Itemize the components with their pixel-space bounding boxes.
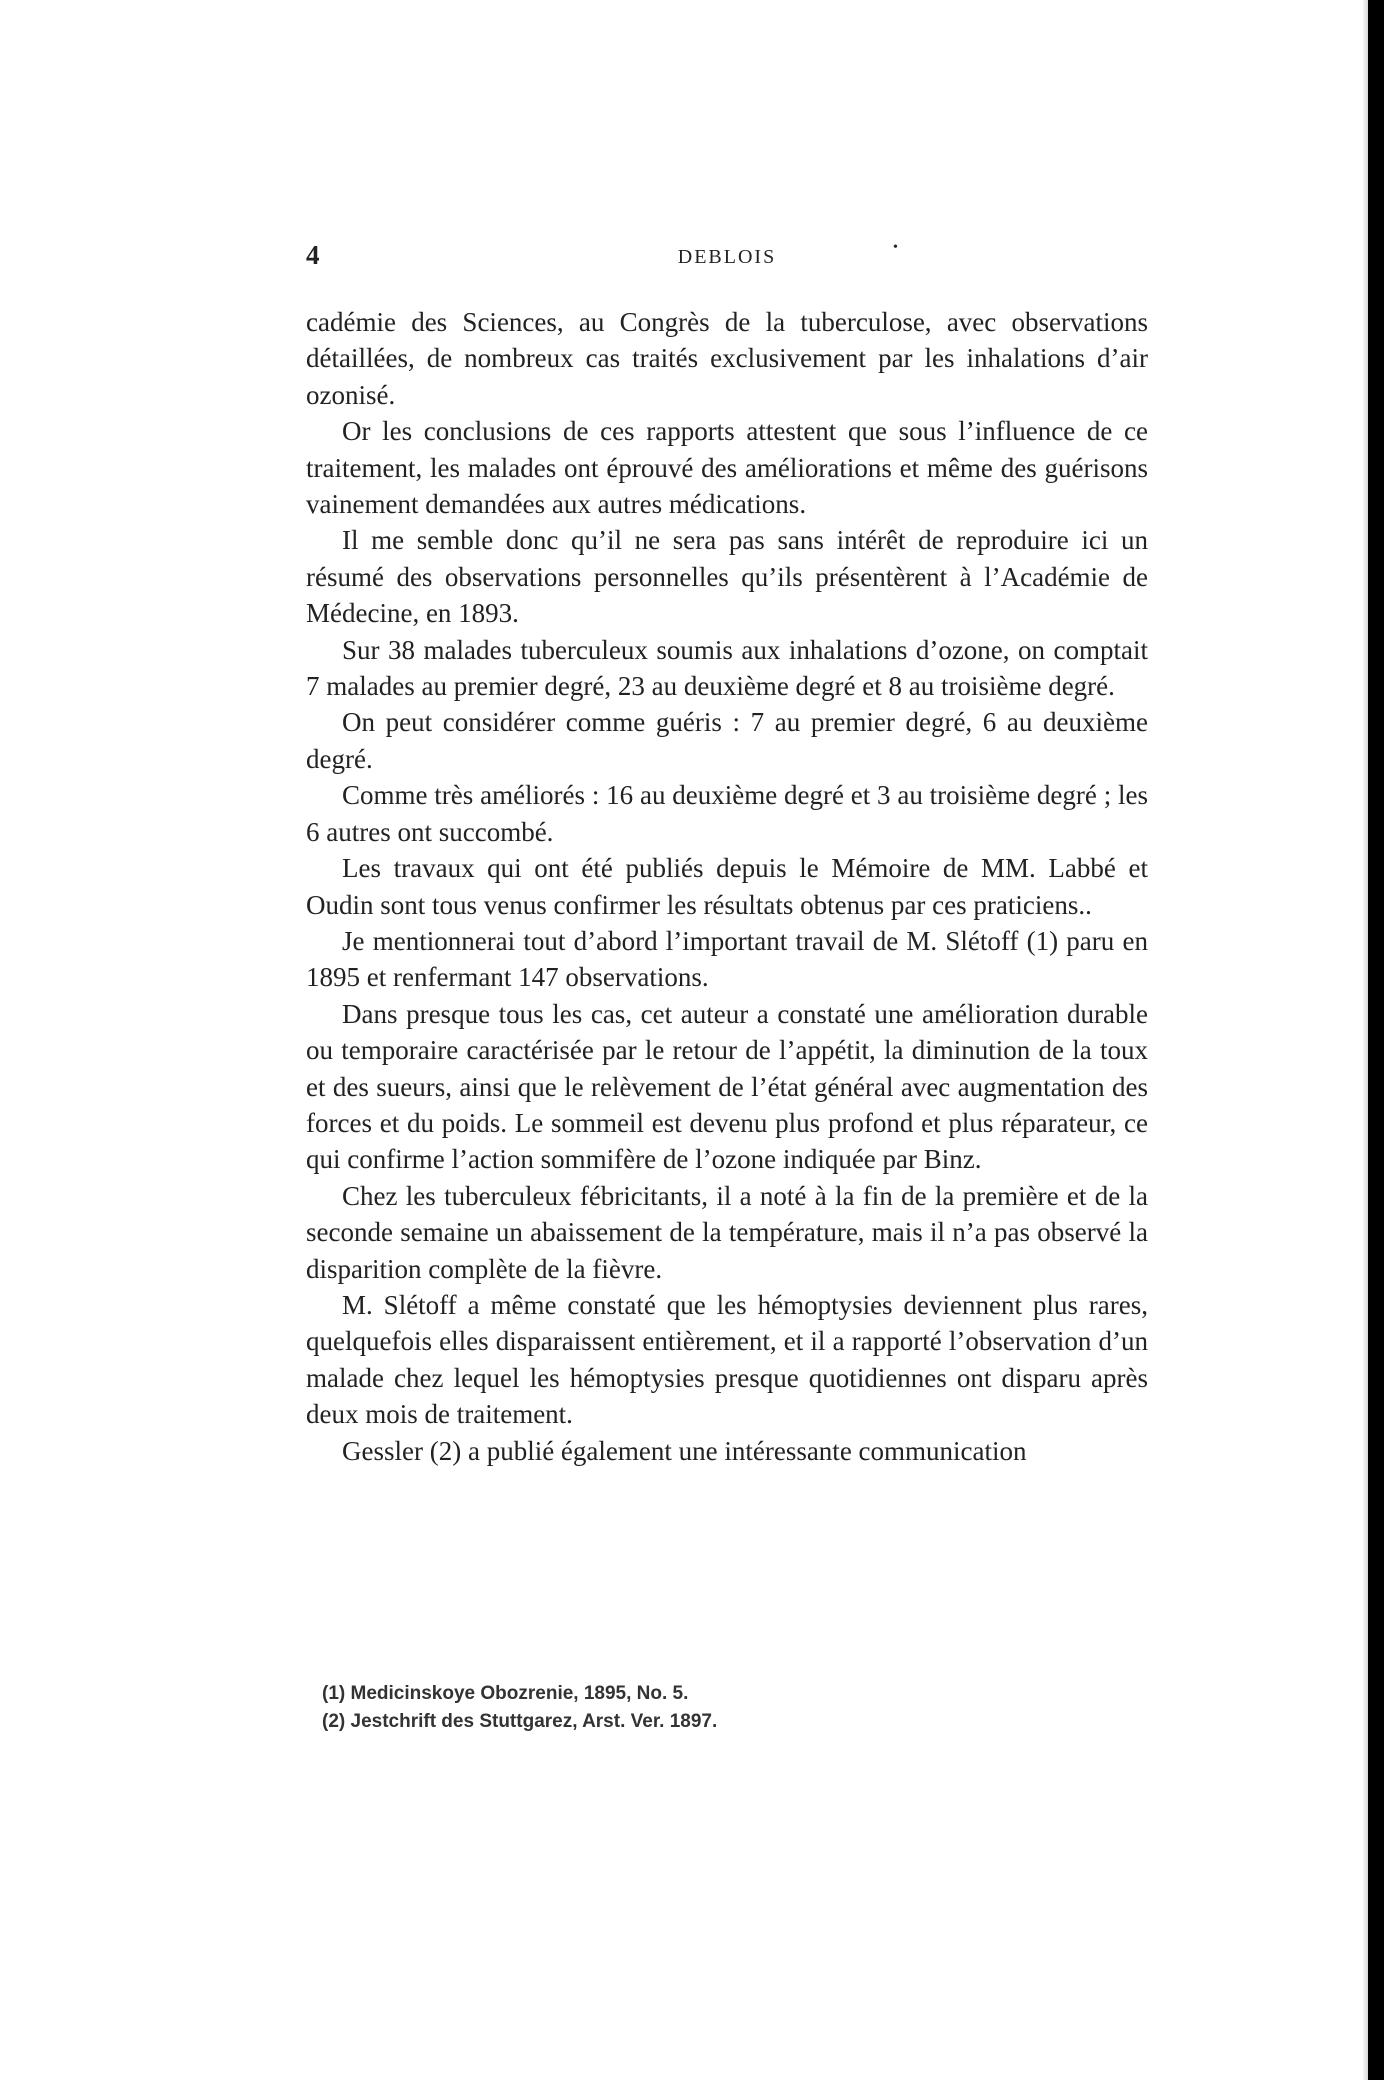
paragraph: Comme très améliorés : 16 au deuxième degré et 3 au troisième degré ; les 6 autres ont succombé.: [306, 780, 1148, 847]
paragraph: cadémie des Sciences, au Congrès de la tuberculose, avec observations détaillées, de nombreux cas traités exclusivement par les inhalations d’air ozonisé.: [306, 307, 1148, 410]
body-text: [306, 304, 1148, 1469]
paragraph: Dans presque tous les cas, cet auteur a constaté une amélioration durable ou temporaire caractérisée par le retour de l’appétit, la diminution de la toux et des sueurs, ainsi que le relèvement de l’état général avec augmentation des forces et du poids. Le sommeil est devenu plus profond et plus réparateur, ce qui confirme l’action sommifère de l’ozone indiquée par Binz.: [306, 998, 1148, 1175]
paragraph: Les travaux qui ont été publiés depuis le Mémoire de MM. Labbé et Oudin sont tous venus confirmer les résultats obtenus par ces praticiens..: [306, 853, 1148, 920]
scan-border: [1368, 0, 1384, 2080]
paragraph: Sur 38 malades tuberculeux soumis aux inhalations d’ozone, on comptait 7 malades au premier degré, 23 au deuxième degré et 8 au troisième degré.: [306, 634, 1148, 702]
header-mark: •: [893, 240, 898, 255]
footnote: (2) Jestchrift des Stuttgarez, Arst. Ver. 1897.: [322, 1711, 718, 1732]
footnote: (1) Medicinskoye Obozrenie, 1895, No. 5.: [322, 1683, 689, 1704]
paragraph: On peut considérer comme guéris : 7 au premier degré, 6 au deuxième degré.: [306, 707, 1148, 774]
paragraph: M. Slétoff a même constaté que les hémoptysies deviennent plus rares, quelquefois elles disparaissent entièrement, et il a rapporté l’observation d’un malade chez lequel les hémoptysies presque quotidiennes ont disparu après deux mois de traitement.: [306, 1289, 1148, 1430]
footnotes: [322, 1680, 1142, 1736]
paragraph: Gessler (2) a publié également une intéressante communication: [342, 1435, 1027, 1466]
paragraph: Or les conclusions de ces rapports attestent que sous l’influence de ce traitement, les malades ont éprouvé des améliorations et même des guérisons vainement demandées aux autres médications.: [306, 416, 1148, 520]
running-head: DEBLOIS: [677, 246, 777, 268]
page-header: [306, 240, 1148, 280]
paragraph: Il me semble donc qu’il ne sera pas sans intérêt de reproduire ici un résumé des observations personnelles qu’ils présentèrent à l’Académie de Médecine, en 1893.: [306, 525, 1148, 629]
paragraph: Chez les tuberculeux fébricitants, il a noté à la fin de la première et de la seconde semaine un abaissement de la température, mais il n’a pas observé la disparition complète de la fièvre.: [306, 1180, 1148, 1284]
paragraph: Je mentionnerai tout d’abord l’important travail de M. Slétoff (1) paru en 1895 et renfermant 147 observations.: [306, 925, 1148, 993]
page-number: 4: [306, 240, 320, 270]
